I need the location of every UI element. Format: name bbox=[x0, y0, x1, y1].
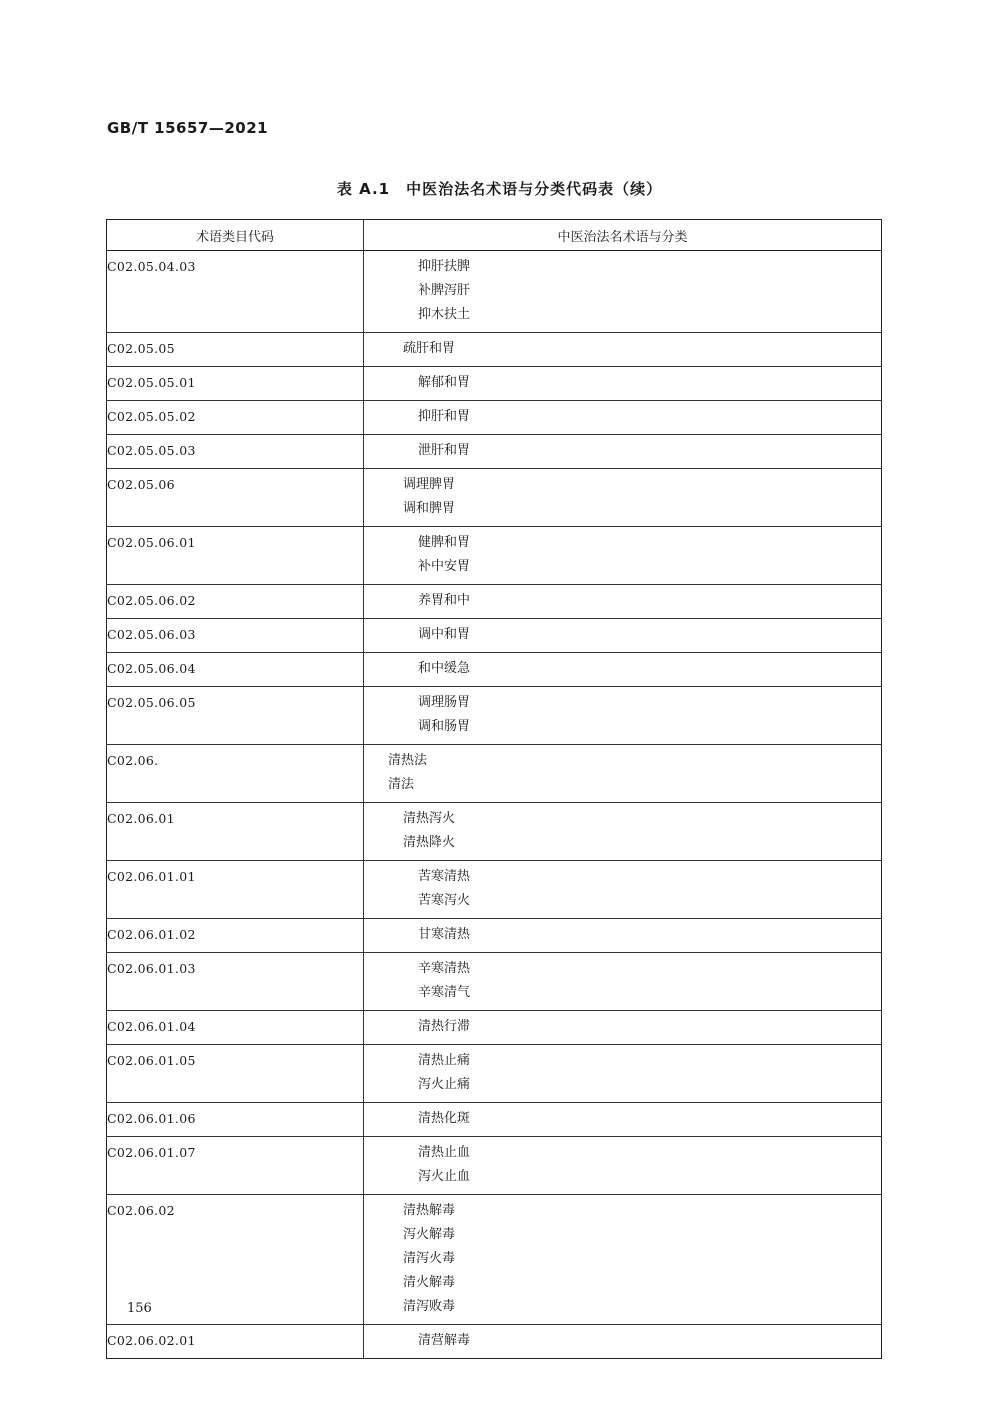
term-name: 抑木扶土 bbox=[418, 307, 471, 322]
term-names-cell bbox=[364, 527, 882, 585]
table-row bbox=[107, 469, 882, 527]
term-name: 清热泻火 bbox=[403, 811, 456, 826]
term-code-cell: C02.06.01.01 bbox=[107, 861, 364, 919]
table-row bbox=[107, 527, 882, 585]
term-code-cell: C02.06.01.07 bbox=[107, 1137, 364, 1195]
table-row bbox=[107, 401, 882, 435]
term-code-cell: C02.05.06.03 bbox=[107, 619, 364, 653]
table-row bbox=[107, 687, 882, 745]
table-row bbox=[107, 653, 882, 687]
table-row bbox=[107, 1325, 882, 1359]
term-code-cell: C02.06.02 bbox=[107, 1195, 364, 1325]
term-name: 清热止血 bbox=[418, 1145, 471, 1160]
term-code-cell: C02.05.06.05 bbox=[107, 687, 364, 745]
term-names-cell bbox=[364, 1011, 882, 1045]
term-names-cell bbox=[364, 861, 882, 919]
term-names-cell bbox=[364, 585, 882, 619]
term-names-cell bbox=[364, 367, 882, 401]
term-name: 和中缓急 bbox=[418, 661, 471, 676]
term-name: 调和脾胃 bbox=[403, 501, 456, 516]
term-code-cell: C02.06.01.04 bbox=[107, 1011, 364, 1045]
term-name: 解郁和胃 bbox=[418, 375, 471, 390]
term-names-cell bbox=[364, 1195, 882, 1325]
term-names-cell bbox=[364, 1045, 882, 1103]
term-name: 调理脾胃 bbox=[403, 477, 456, 492]
term-code-cell: C02.06.01.03 bbox=[107, 953, 364, 1011]
term-names-cell bbox=[364, 687, 882, 745]
term-code-cell: C02.05.06.04 bbox=[107, 653, 364, 687]
term-name: 清热行滞 bbox=[418, 1019, 471, 1034]
table-row bbox=[107, 1045, 882, 1103]
table-row bbox=[107, 1103, 882, 1137]
table-row bbox=[107, 585, 882, 619]
term-name: 苦寒泻火 bbox=[418, 893, 471, 908]
term-code-cell: C02.05.06.01 bbox=[107, 527, 364, 585]
term-name: 辛寒清热 bbox=[418, 961, 471, 976]
table-row bbox=[107, 745, 882, 803]
term-code-cell: C02.06.01.02 bbox=[107, 919, 364, 953]
term-name: 清热化斑 bbox=[418, 1111, 471, 1126]
table-row bbox=[107, 953, 882, 1011]
table-row bbox=[107, 435, 882, 469]
term-name: 抑肝和胃 bbox=[418, 409, 471, 424]
term-name: 甘寒清热 bbox=[418, 927, 471, 942]
term-name: 泻火止血 bbox=[418, 1169, 471, 1184]
term-name: 泻火止痛 bbox=[418, 1077, 471, 1092]
term-names-cell bbox=[364, 401, 882, 435]
term-name: 清火解毒 bbox=[403, 1275, 456, 1290]
term-code-cell: C02.06.01 bbox=[107, 803, 364, 861]
table-header-row bbox=[107, 220, 882, 251]
table-row bbox=[107, 919, 882, 953]
term-name: 补中安胃 bbox=[418, 559, 471, 574]
page-number: 156 bbox=[127, 1301, 152, 1316]
table-row bbox=[107, 619, 882, 653]
document-code: GB/T 15657—2021 bbox=[107, 119, 269, 137]
term-code-cell: C02.06.01.06 bbox=[107, 1103, 364, 1137]
term-names-cell bbox=[364, 619, 882, 653]
term-name: 清热止痛 bbox=[418, 1053, 471, 1068]
term-name: 清泻火毒 bbox=[403, 1251, 456, 1266]
term-names-cell bbox=[364, 435, 882, 469]
term-name: 清营解毒 bbox=[418, 1333, 471, 1348]
table-title: 表 A.1 中医治法名术语与分类代码表（续） bbox=[336, 180, 663, 198]
term-name: 疏肝和胃 bbox=[403, 341, 456, 356]
term-name: 清热降火 bbox=[403, 835, 456, 850]
term-code-cell: C02.06.01.05 bbox=[107, 1045, 364, 1103]
term-name: 健脾和胃 bbox=[418, 535, 471, 550]
term-name: 补脾泻肝 bbox=[418, 283, 471, 298]
term-name: 清泻败毒 bbox=[403, 1299, 456, 1314]
term-names-cell bbox=[364, 803, 882, 861]
term-code-cell: C02.06. bbox=[107, 745, 364, 803]
term-names-cell bbox=[364, 745, 882, 803]
term-name: 清热法 bbox=[388, 753, 428, 768]
table-body bbox=[107, 251, 882, 1359]
term-names-cell bbox=[364, 653, 882, 687]
term-code-cell: C02.05.05.02 bbox=[107, 401, 364, 435]
term-code-cell: C02.05.04.03 bbox=[107, 251, 364, 333]
term-name: 苦寒清热 bbox=[418, 869, 471, 884]
term-code-cell: C02.05.06 bbox=[107, 469, 364, 527]
term-name: 泻火解毒 bbox=[403, 1227, 456, 1242]
term-code-cell: C02.05.06.02 bbox=[107, 585, 364, 619]
term-names-cell bbox=[364, 953, 882, 1011]
table-row bbox=[107, 1011, 882, 1045]
term-names-cell bbox=[364, 469, 882, 527]
term-names-cell bbox=[364, 333, 882, 367]
term-code-cell: C02.06.02.01 bbox=[107, 1325, 364, 1359]
term-name: 调中和胃 bbox=[418, 627, 471, 642]
table-row bbox=[107, 1137, 882, 1195]
term-name: 调和肠胃 bbox=[418, 719, 471, 734]
column-header-code: 术语类目代码 bbox=[107, 220, 364, 251]
term-code-cell: C02.05.05.01 bbox=[107, 367, 364, 401]
table-row bbox=[107, 367, 882, 401]
term-name: 调理肠胃 bbox=[418, 695, 471, 710]
term-name: 抑肝扶脾 bbox=[418, 259, 471, 274]
table-row bbox=[107, 251, 882, 333]
term-name: 养胃和中 bbox=[418, 593, 471, 608]
term-code-cell: C02.05.05.03 bbox=[107, 435, 364, 469]
table-row bbox=[107, 333, 882, 367]
term-names-cell bbox=[364, 1137, 882, 1195]
term-names-cell bbox=[364, 1103, 882, 1137]
term-name: 泄肝和胃 bbox=[418, 443, 471, 458]
term-name: 辛寒清气 bbox=[418, 985, 471, 1000]
table-row bbox=[107, 1195, 882, 1325]
column-header-terms: 中医治法名术语与分类 bbox=[364, 220, 882, 251]
term-name: 清热解毒 bbox=[403, 1203, 456, 1218]
term-code-cell: C02.05.05 bbox=[107, 333, 364, 367]
terms-table bbox=[106, 219, 882, 1359]
table-row bbox=[107, 861, 882, 919]
term-names-cell bbox=[364, 919, 882, 953]
table-row bbox=[107, 803, 882, 861]
term-name: 清法 bbox=[388, 777, 415, 792]
term-names-cell bbox=[364, 1325, 882, 1359]
term-names-cell bbox=[364, 251, 882, 333]
